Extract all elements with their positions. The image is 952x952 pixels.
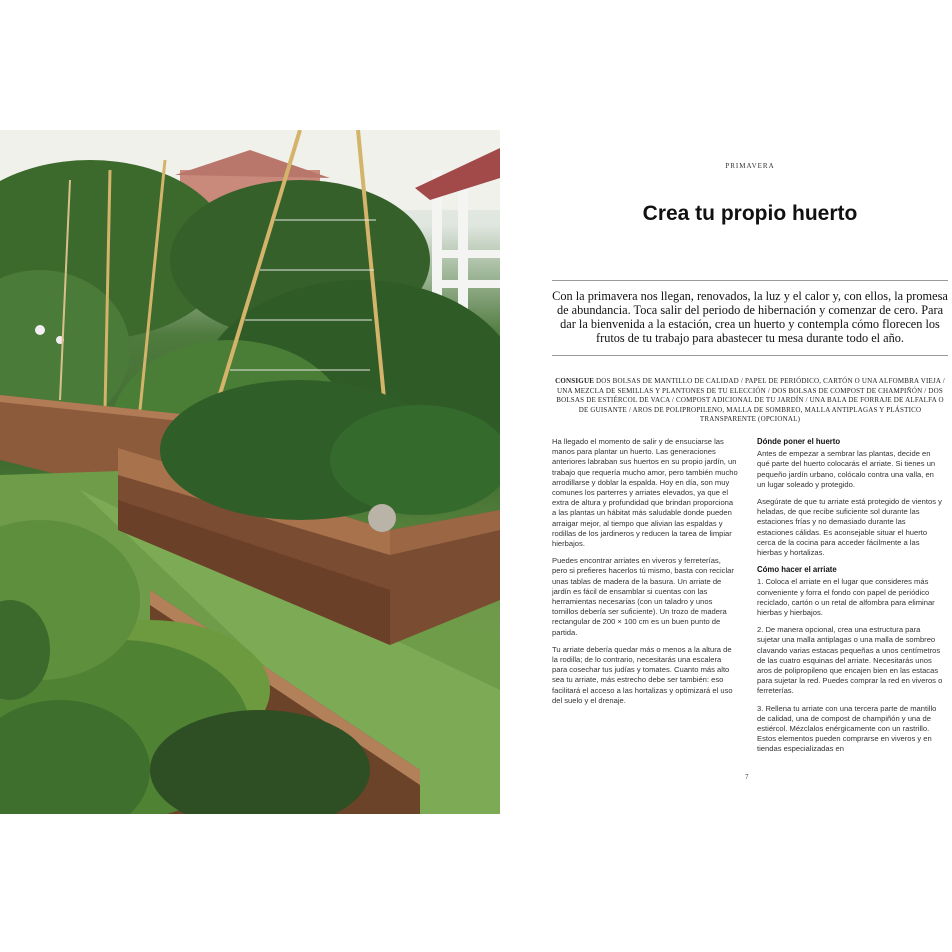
garden-photo bbox=[0, 130, 500, 814]
subheading-build: Cómo hacer el arriate bbox=[757, 565, 837, 575]
location-paragraph-1: Antes de empezar a sembrar las plantas, decide en qué parte del huerto colocarás el arriate. Si tienes un pequeño jardín urbano, colócalo contra una valla, en un lugar soleado y protegido. bbox=[757, 449, 936, 489]
section-label: PRIMAVERA bbox=[725, 162, 775, 170]
intro-paragraph: Con la primavera nos llegan, renovados, la luz y el calor y, con ellos, la promesa de abundancia. Toca salir del periodo de hibernación y comenzar de cero. Para dar la bienvenida a la estación, crea un huerto y contempla cómo florecen los frutos de tu trabajo para abastecer tu mesa durante todo el año. bbox=[552, 289, 948, 345]
materials-label: CONSIGUE bbox=[555, 377, 595, 385]
top-divider bbox=[552, 280, 948, 281]
subheading-location: Dónde poner el huerto bbox=[757, 437, 841, 446]
body-paragraph-3: Tu arriate debería quedar más o menos a la altura de la rodilla; de lo contrario, necesitarás una escalera para cosechar tus judías y tomates. Cuanto más alto sea tu arriate, más estrecho debe ser también: eso facilitará el acceso a las hortalizas y optimizará el uso del suelo y el drenaje. bbox=[552, 644, 733, 705]
materials-text: DOS BOLSAS DE MANTILLO DE CALIDAD / PAPEL DE PERIÓDICO, CARTÓN O UNA ALFOMBRA VIEJA / UNA MEZCLA DE SEMILLAS Y PLANTONES DE TU ELECCIÓN / DOS BOLSAS DE COMPOST DE CHAMPIÑÓN / DOS BOLSAS DE ESTIÉRCOL DE VACA / COMPOST ADICIONAL DE TU JARDÍN / UNA BALA DE FORRAJE DE ALFALFA O DE GUISANTE / AROS DE POLIPROPILENO, MALLA DE SOMBREO, MALLA ANTIPLAGAS Y PLÁSTICO TRANSPARENTE (OPCIONAL) bbox=[556, 377, 945, 424]
step-1: 1. Coloca el arriate en el lugar que consideres más conveniente y forra el fondo con papel de periódico reciclado, cartón o un retal de alfombra para eliminar hierbas y hierbajos. bbox=[757, 577, 935, 618]
page-number: 7 bbox=[745, 773, 749, 781]
location-paragraph-2: Asegúrate de que tu arriate está protegido de vientos y heladas, de que recibe suficiente sol durante las estaciones frías y no demasiado durante las estaciones cálidas. Es aconsejable situar el huerto cerca de la cocina para acceder fácilmente a las hierbas y hortalizas. bbox=[757, 497, 942, 558]
left-text-column bbox=[552, 437, 738, 713]
raised-beds-illustration bbox=[0, 130, 500, 814]
intro-divider bbox=[552, 355, 948, 356]
right-text-column bbox=[757, 437, 943, 762]
step-3: 3. Rellena tu arriate con una tercera parte de mantillo de calidad, una de compost de champiñón y una de estiércol. Mézclalos enérgicamente con un rastrillo. Estos elementos pueden comprarse en viveros y en tiendas especializadas en bbox=[757, 703, 937, 754]
body-paragraph-2: Puedes encontrar arriates en viveros y ferreterías, pero si prefieres hacerlos tú mismo, basta con reciclar unas tablas de madera de la basura. Un arriate de jardín es fácil de ensamblar si cuentas con las herramientas necesarias (con un taladro y unos tornillos debería ser suficiente). Un trozo de madera rectangular de 200 × 100 cm es un buen punto de partida. bbox=[552, 556, 734, 637]
body-paragraph-1: Ha llegado el momento de salir y de ensuciarse las manos para plantar un huerto. Las generaciones anteriores labraban sus huertos en su propio jardín, un trabajo que requería mucho amor, pero también mucho arrodillarse y doblar la espalda. Hoy en día, son muy comunes los parterres y arriates elevados, ya que el extra de altura y profundidad que brindan proporciona a las plantas un hábitat más saludable donde pueden arraigar mejor, al tiempo que alivian las espaldas y rodillas de los jardineros y reducen la tarea de limpiar hierbajos. bbox=[552, 437, 738, 549]
step-2: 2. De manera opcional, crea una estructura para sujetar una malla antiplagas o una malla de sombreo clavando varias estacas pequeñas a unos centímetros de las cuatro esquinas del arriate. Necesitarás unos aros de polipropileno que encajen bien en las estacas para sujetar la red. Puedes comprar la red en viveros o ferreterías. bbox=[757, 625, 943, 696]
page-title: Crea tu propio huerto bbox=[642, 202, 858, 225]
materials-list bbox=[552, 377, 948, 425]
